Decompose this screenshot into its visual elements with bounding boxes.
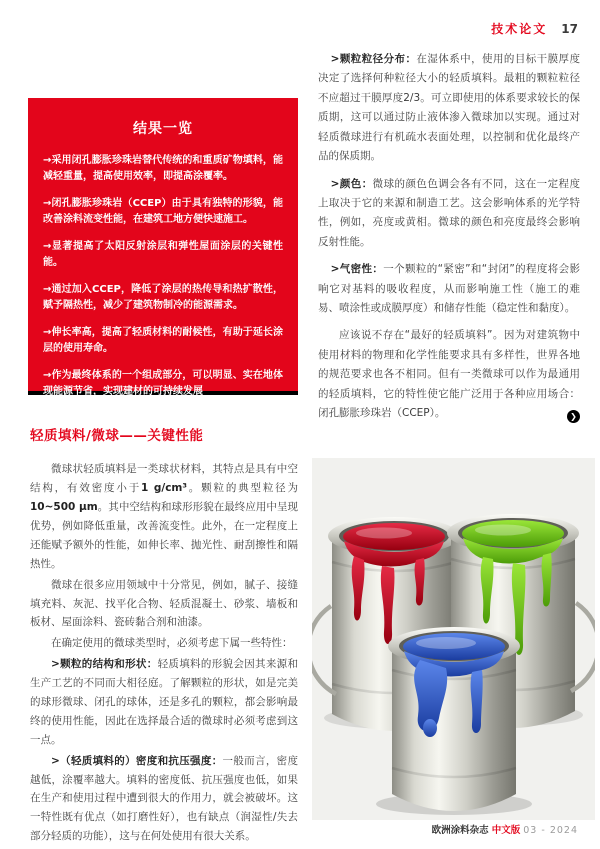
issue-number: 03 - 2024 bbox=[523, 825, 578, 836]
blue-paint-can bbox=[376, 627, 532, 815]
paragraph-text: 在湿体系中，使用的目标干膜厚度决定了选择何种粒径大小的轻质填料。最粗的颗粒粒径不应超过干膜厚度2/3。可立即使用的体系要求较长的保质期，这可以通过防止液体渗入微球加以实现。通过对轻质微球进行有机疏水表面处理，以控制和优化最终产品的保质期。 bbox=[318, 53, 580, 163]
summary-bullet: →显著提高了太阳反射涂层和弹性屋面涂层的关键性能。 bbox=[43, 241, 283, 268]
paragraph-particle-size bbox=[318, 50, 580, 167]
paragraph-airtightness bbox=[318, 260, 580, 318]
summary-bullet: →采用闭孔膨胀珍珠岩替代传统的和重质矿物填料，能减轻重量，提高使用效率，即提高涂覆率。 bbox=[43, 155, 283, 182]
paragraph-text: 一个颗粒的“紧密”和“封闭”的程度将会影响它对基料的吸收程度，从而影响施工性（施工的难易、喷涂性或成膜厚度）和储存性能（稳定性和黏度）。 bbox=[318, 263, 580, 315]
article-end-arrow-icon: ❯ bbox=[567, 410, 580, 423]
paragraph-text: 。颗粒的典型粒径为 bbox=[186, 482, 299, 495]
summary-bullet: →伸长率高，提高了轻质材料的耐候性，有助于延长涂层的使用寿命。 bbox=[43, 327, 283, 354]
paragraph-lead: >颜色： bbox=[330, 177, 373, 190]
paint-cans-image bbox=[312, 458, 595, 820]
left-article-section bbox=[30, 424, 298, 848]
bold-value: 10~500 μm bbox=[30, 501, 98, 514]
paragraph-text: 微球状轻质填料是一类球状材料，其特点是具有中空结构，有效密度小于 bbox=[30, 463, 298, 495]
right-column bbox=[318, 50, 580, 424]
journal-name: 欧洲涂料杂志 bbox=[431, 825, 489, 836]
paragraph-lead: >气密性： bbox=[330, 263, 384, 276]
paragraph-text: 轻质填料的形貌会因其来源和生产工艺的不同而大相径庭。了解颗粒的形状，如是完美的球形微球、闭孔的球体，还是多孔的颗粒，都会影响最终的使用性能，因此在选择最合适的微球时必须考虑到这一点。 bbox=[30, 658, 298, 746]
results-summary-box bbox=[28, 98, 298, 395]
journal-edition: 中文版 bbox=[491, 825, 521, 836]
paragraph-lead: >颗粒粒径分布： bbox=[330, 53, 417, 65]
paragraph-considerations: 在确定使用的微球类型时，必须考虑下属一些特性： bbox=[51, 637, 293, 650]
page-number: 17 bbox=[561, 22, 578, 36]
paragraph-structure-shape bbox=[30, 655, 298, 749]
paragraph-lead: >颗粒的结构和形状： bbox=[51, 658, 158, 671]
paragraph-text: 应该说不存在“最好的轻质填料”。因为对建筑物中使用材料的物理和化学性能要求具有多样性，世界各地的规范要求也各不相同。但有一类微球可以作为最通用的轻质填料，它的特性使它能广泛用于各种应用场合：闭孔膨胀珍珠岩（CCEP）。 bbox=[318, 329, 580, 420]
paragraph-lead: >（轻质填料的）密度和抗压强度： bbox=[51, 754, 223, 767]
summary-bullet: →通过加入CCEP，降低了涂层的热传导和热扩散性，赋予隔热性，减少了建筑物制冷的能源需求。 bbox=[43, 284, 283, 311]
summary-bullet: →闭孔膨胀珍珠岩（CCEP）由于具有独特的形貌，能改善涂料流变性能，在建筑工地方便快速施工。 bbox=[43, 198, 283, 225]
summary-box-title: 结果一览 bbox=[133, 121, 193, 137]
paragraph-text: 。其中空结构和球形形貌在最终应用中呈现优势，例如降低重量，改善流变性。此外，在一定程度上还能赋予额外的性能，如伸长率、抛光性、耐刮擦性和隔热性。 bbox=[30, 501, 299, 570]
paragraph-conclusion bbox=[318, 326, 580, 423]
section-heading: 轻质填料/微球——关键性能 bbox=[30, 428, 204, 444]
page-header bbox=[491, 20, 578, 37]
paragraph-color bbox=[318, 175, 580, 253]
section-label: 技术论文 bbox=[491, 22, 548, 36]
page-footer bbox=[432, 822, 578, 836]
paragraph-text: 一般而言，密度越低，涂覆率越大。填料的密度低、抗压强度也低，如果在生产和使用过程中遭到很大的作用力，就会被破坏。这一特性既有优点（如打磨性好），也有缺点（润湿性/失去部分轻质的功能），这与在何处使用有很大关系。 bbox=[30, 754, 298, 843]
paragraph-text: 微球的颜色色调会各有不同，这在一定程度上取决于它的来源和制造工艺。这会影响体系的光学特性，例如，亮度或黄相。微球的颜色和亮度最终会影响反射性能。 bbox=[318, 177, 580, 248]
summary-bullet: →作为最终体系的一个组成部分，可以明显、实在地体现能源节省，实现建材的可持续发展 bbox=[43, 370, 283, 397]
paragraph-applications: 微球在很多应用领域中十分常见，例如，腻子、接缝填充料、灰泥、找平化合物、轻质混凝土、砂浆、墙板和板材、屋面涂料、瓷砖黏合剂和油漆。 bbox=[30, 578, 298, 629]
bold-value: 1 g/cm³ bbox=[141, 482, 187, 495]
paragraph-density-strength bbox=[30, 752, 298, 846]
paragraph-intro bbox=[30, 460, 298, 573]
paint-cans-illustration bbox=[312, 458, 595, 820]
